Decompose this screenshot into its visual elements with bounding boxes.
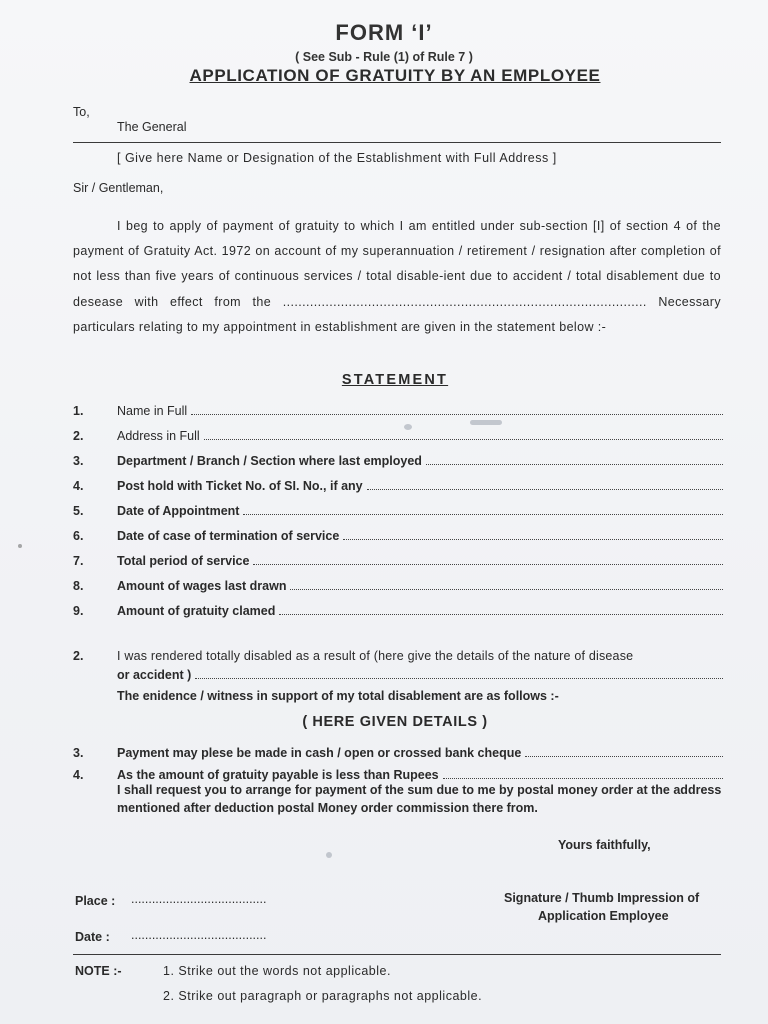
- statement-num: 1.: [73, 404, 84, 418]
- evidence-text: The enidence / witness in support of my total disablement are as follows :-: [117, 689, 559, 703]
- statement-title: STATEMENT: [341, 372, 449, 388]
- salutation: Sir / Gentleman,: [73, 181, 164, 195]
- statement-row: [73, 475, 723, 493]
- address-to: To,: [73, 105, 90, 119]
- statement-blank[interactable]: [343, 535, 723, 540]
- statement-label: Amount of wages last drawn: [117, 579, 287, 593]
- form-heading: APPLICATION OF GRATUITY BY AN EMPLOYEE: [189, 66, 601, 85]
- date-field[interactable]: .......................................: [131, 928, 267, 942]
- payment-num: 3.: [73, 746, 84, 760]
- statement-label: Post hold with Ticket No. of SI. No., if any: [117, 479, 363, 493]
- yours-faithfully: Yours faithfully,: [558, 838, 651, 852]
- statement-blank[interactable]: [279, 610, 723, 615]
- application-paragraph: [73, 214, 721, 340]
- scan-speck: [470, 420, 502, 425]
- address-instruction: [ Give here Name or Designation of the Establishment with Full Address ]: [117, 151, 557, 165]
- disablement-line1: I was rendered totally disabled as a result of (here give the details of the nature of disease: [117, 649, 634, 663]
- rupees-blank[interactable]: [443, 774, 723, 779]
- statement-blank[interactable]: [290, 585, 723, 590]
- date-label: Date :: [75, 930, 110, 944]
- payment-label: Payment may plese be made in cash / open or crossed bank cheque: [117, 746, 522, 760]
- statement-label: Total period of service: [117, 554, 250, 568]
- address-rule: [73, 142, 721, 143]
- statement-blank[interactable]: [191, 410, 723, 415]
- form-title: FORM ‘I’: [335, 20, 433, 45]
- statement-label: Department / Branch / Section where last employed: [117, 454, 422, 468]
- money-order-request: I shall request you to arrange for payment of the sum due to me by postal money order at the address mentioned after deduction postal Money order commission there from.: [117, 783, 722, 815]
- statement-row: [73, 500, 723, 518]
- note-label: NOTE :-: [75, 964, 122, 978]
- form-subtitle: ( See Sub - Rule (1) of Rule 7 ): [295, 50, 473, 64]
- payment-row: [73, 742, 723, 760]
- scan-speck: [18, 544, 22, 548]
- place-label: Place :: [75, 894, 116, 908]
- note-rule: [73, 954, 721, 955]
- address-recipient: The General: [117, 120, 187, 134]
- disablement-num: 2.: [73, 649, 84, 663]
- note-item-2: 2. Strike out paragraph or paragraphs not applicable.: [163, 989, 483, 1003]
- scan-speck: [326, 852, 332, 858]
- statement-num: 4.: [73, 479, 84, 493]
- statement-row: [73, 425, 723, 443]
- rupees-label: As the amount of gratuity payable is less than Rupees: [117, 768, 439, 782]
- statement-row: [73, 525, 723, 543]
- statement-row: [73, 550, 723, 568]
- details-heading: ( HERE GIVEN DETAILS ): [302, 714, 488, 730]
- statement-row: [73, 400, 723, 418]
- statement-label: Name in Full: [117, 404, 188, 418]
- statement-label: Date of Appointment: [117, 504, 240, 518]
- statement-num: 3.: [73, 454, 84, 468]
- note-item-1: 1. Strike out the words not applicable.: [163, 964, 391, 978]
- rupees-row: [73, 764, 723, 782]
- rupees-num: 4.: [73, 768, 84, 782]
- statement-row: [73, 575, 723, 593]
- statement-blank[interactable]: [204, 435, 723, 440]
- statement-num: 5.: [73, 504, 84, 518]
- payment-blank[interactable]: [525, 752, 723, 757]
- signature-line1: Signature / Thumb Impression of: [504, 891, 700, 905]
- statement-blank[interactable]: [243, 510, 723, 515]
- statement-row: [73, 600, 723, 618]
- statement-blank[interactable]: [253, 560, 723, 565]
- place-field[interactable]: .......................................: [131, 892, 267, 906]
- signature-line2: Application Employee: [538, 909, 669, 923]
- statement-num: 7.: [73, 554, 84, 568]
- scan-speck: [404, 424, 412, 430]
- statement-num: 9.: [73, 604, 84, 618]
- statement-num: 2.: [73, 429, 84, 443]
- statement-num: 6.: [73, 529, 84, 543]
- statement-label: Date of case of termination of service: [117, 529, 340, 543]
- disablement-line2-row: [117, 664, 723, 682]
- disablement-blank[interactable]: [195, 674, 723, 679]
- application-paragraph-text: I beg to apply of payment of gratuity to which I am entitled under sub-section [I] of section 4 of the payment of Gratuity Act. 1972 on account of my superannuation / retirement / resignation after completion of not less than five years of continuous services / total disable-ient due to accident / total disablement due to desease with effect from the .............................................................................................. Necessary particulars relating to my appointment in establishment are given in the statement below :-: [73, 219, 721, 334]
- statement-blank[interactable]: [367, 485, 723, 490]
- statement-row: [73, 450, 723, 468]
- disablement-line2: or accident ): [117, 668, 192, 682]
- statement-num: 8.: [73, 579, 84, 593]
- statement-label: Amount of gratuity clamed: [117, 604, 276, 618]
- statement-label: Address in Full: [117, 429, 200, 443]
- statement-blank[interactable]: [426, 460, 723, 465]
